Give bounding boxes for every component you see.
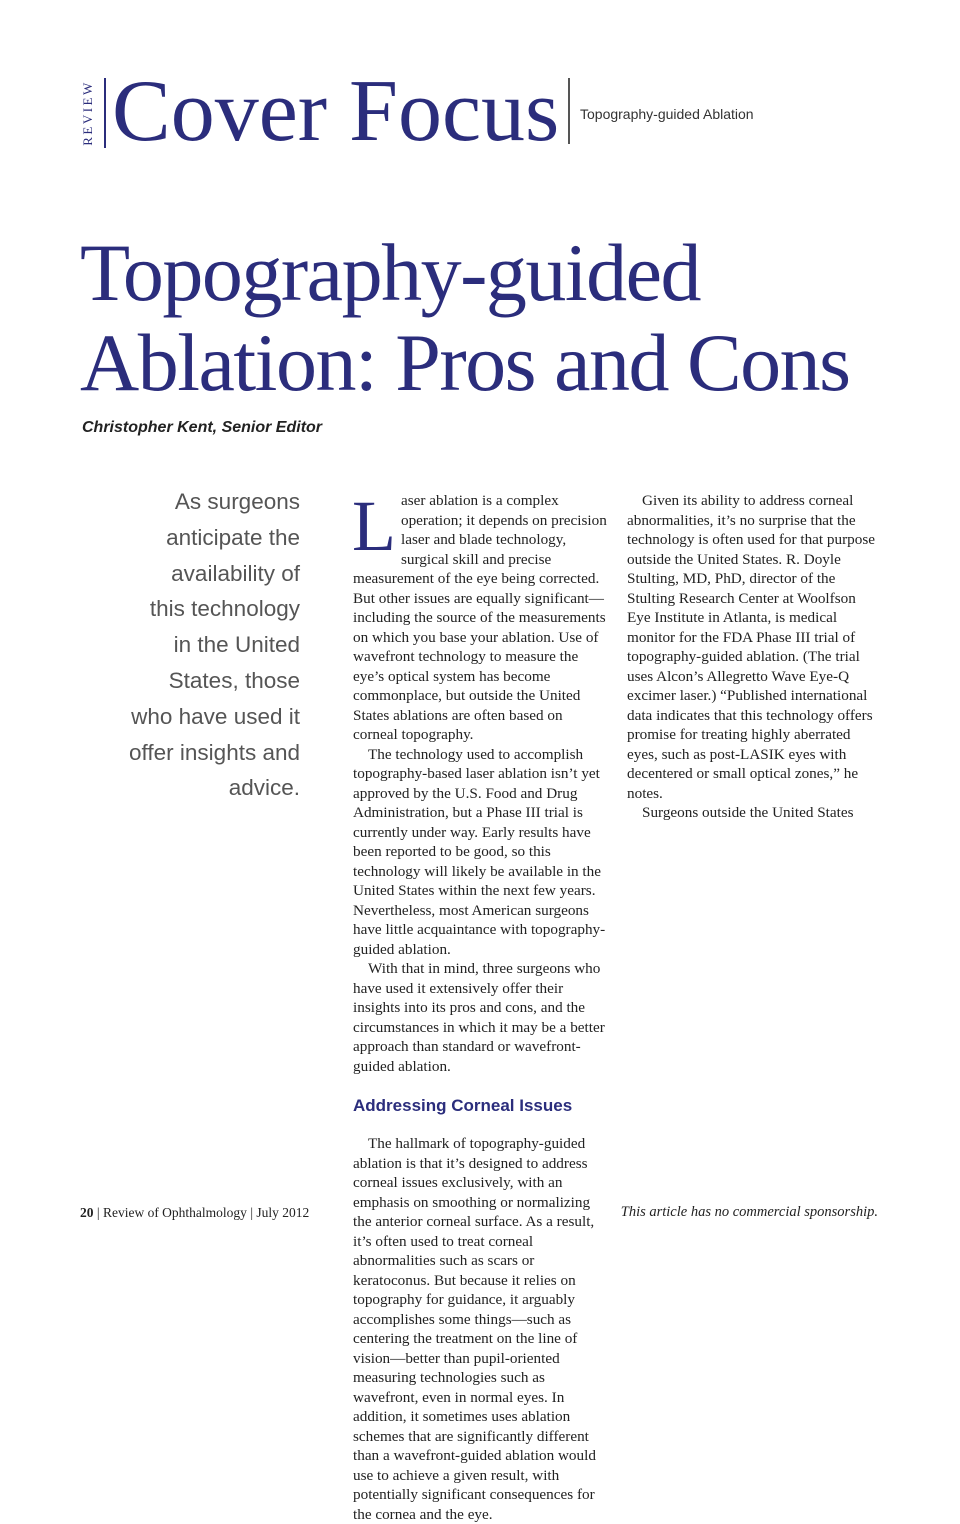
article-title: [80, 228, 950, 408]
body-paragraph-4: The hallmark of topography-guided ablation is that it’s designed to address corneal issues exclusively, with an emphasis on smoothing or normalizing the anterior corneal surface. As a result, it’s often used to treat corneal abnormalities such as scars or keratoconus. But because it relies on topography for guidance, it arguably accomplishes some things—such as centering the treatment on the line of vision—better than pupil-oriented measuring technologies such as wavefront, even in normal eyes. In addition, it sometimes uses ablation schemes that are significantly different than a wavefront-guided ablation would use to achieve a given result, with potentially significant consequences for the cornea and the eye.: [353, 1135, 596, 1523]
pull-quote-line: anticipate the: [166, 524, 300, 550]
pull-quote-line: in the United: [173, 632, 300, 658]
review-section-label: [78, 80, 98, 146]
body-column-2: [627, 491, 881, 823]
body-column-1: [352, 486, 607, 1524]
pull-quote-line: who have used it: [131, 703, 300, 729]
section-title: Cover Focus: [112, 63, 560, 160]
pull-quote-line: advice.: [228, 775, 300, 801]
pull-quote-line: availability of: [171, 560, 300, 586]
body-paragraph-6: Surgeons outside the United States: [642, 804, 854, 821]
body-paragraph-3: With that in mind, three surgeons who have used it extensively offer their insights into its pros and cons, and the circumstances in which it may be a better approach than standard or wavefront-guided ablation.: [353, 960, 605, 1075]
header-divider-right: [568, 78, 570, 144]
issue-date: July 2012: [256, 1205, 310, 1220]
page-number: 20: [80, 1205, 94, 1220]
pull-quote-line: States, those: [168, 667, 300, 693]
drop-cap: L: [352, 486, 396, 566]
body-paragraph-1-text: aser ablation is a complex operation; it depends on precision laser and blade technology, surgical skill and precise measurement of the eye being corrected. But other issues are equally significant—including the source of the measurements on which you base your ablation. Use of wavefront technology to measure the eye’s optical system has become commonplace, but outside the United States ablations are often based on corneal topography.: [353, 492, 607, 743]
subhead-corneal-issues: Addressing Corneal Issues: [353, 1096, 573, 1115]
publication-name: Review of Ophthalmology: [102, 1205, 247, 1220]
review-label-text: REVIEW: [80, 80, 95, 146]
header-divider-left: [104, 78, 106, 148]
page-footer: [80, 1205, 309, 1221]
section-subtitle: Topography-guided Ablation: [580, 106, 754, 122]
pull-quote-line: this technology: [149, 596, 300, 622]
byline: Christopher Kent, Senior Editor: [82, 419, 323, 436]
body-paragraph-1: [352, 486, 607, 745]
body-paragraph-2: The technology used to accomplish topography-based laser ablation isn’t yet approved by the U.S. Food and Drug Administration, but a Phase III trial is currently under way. Early results have been reported to be good, so this technology will likely be available in the United States within the next few years. Nevertheless, most American surgeons have little acquaintance with topography-guided ablation.: [353, 745, 606, 958]
footer-separator: |: [96, 1205, 100, 1220]
article-title-line-2: Ablation: Pros and Cons: [80, 317, 850, 408]
pull-quote: [120, 484, 300, 806]
body-paragraph-5: Given its ability to address corneal abnormalities, it’s no surprise that the technology is often used for that purpose outside the United States. R. Doyle Stulting, MD, PhD, director of the Stulting Research Center at Woolfson Eye Institute in Atlanta, is medical monitor for the FDA Phase III trial of topography-guided ablation. (The trial uses Alcon’s Allegretto Wave Eye-Q excimer laser.) “Published international data indicates that this technology offers promise for treating highly aberrated eyes, such as post-LASIK eyes with decentered or small optical zones,” he notes.: [627, 492, 876, 802]
sponsorship-note: This article has no commercial sponsorship.: [620, 1204, 878, 1220]
pull-quote-line: offer insights and: [129, 739, 300, 765]
article-title-line-1: Topography-guided: [80, 227, 701, 318]
footer-separator: |: [250, 1205, 254, 1220]
pull-quote-line: As surgeons: [174, 489, 300, 514]
